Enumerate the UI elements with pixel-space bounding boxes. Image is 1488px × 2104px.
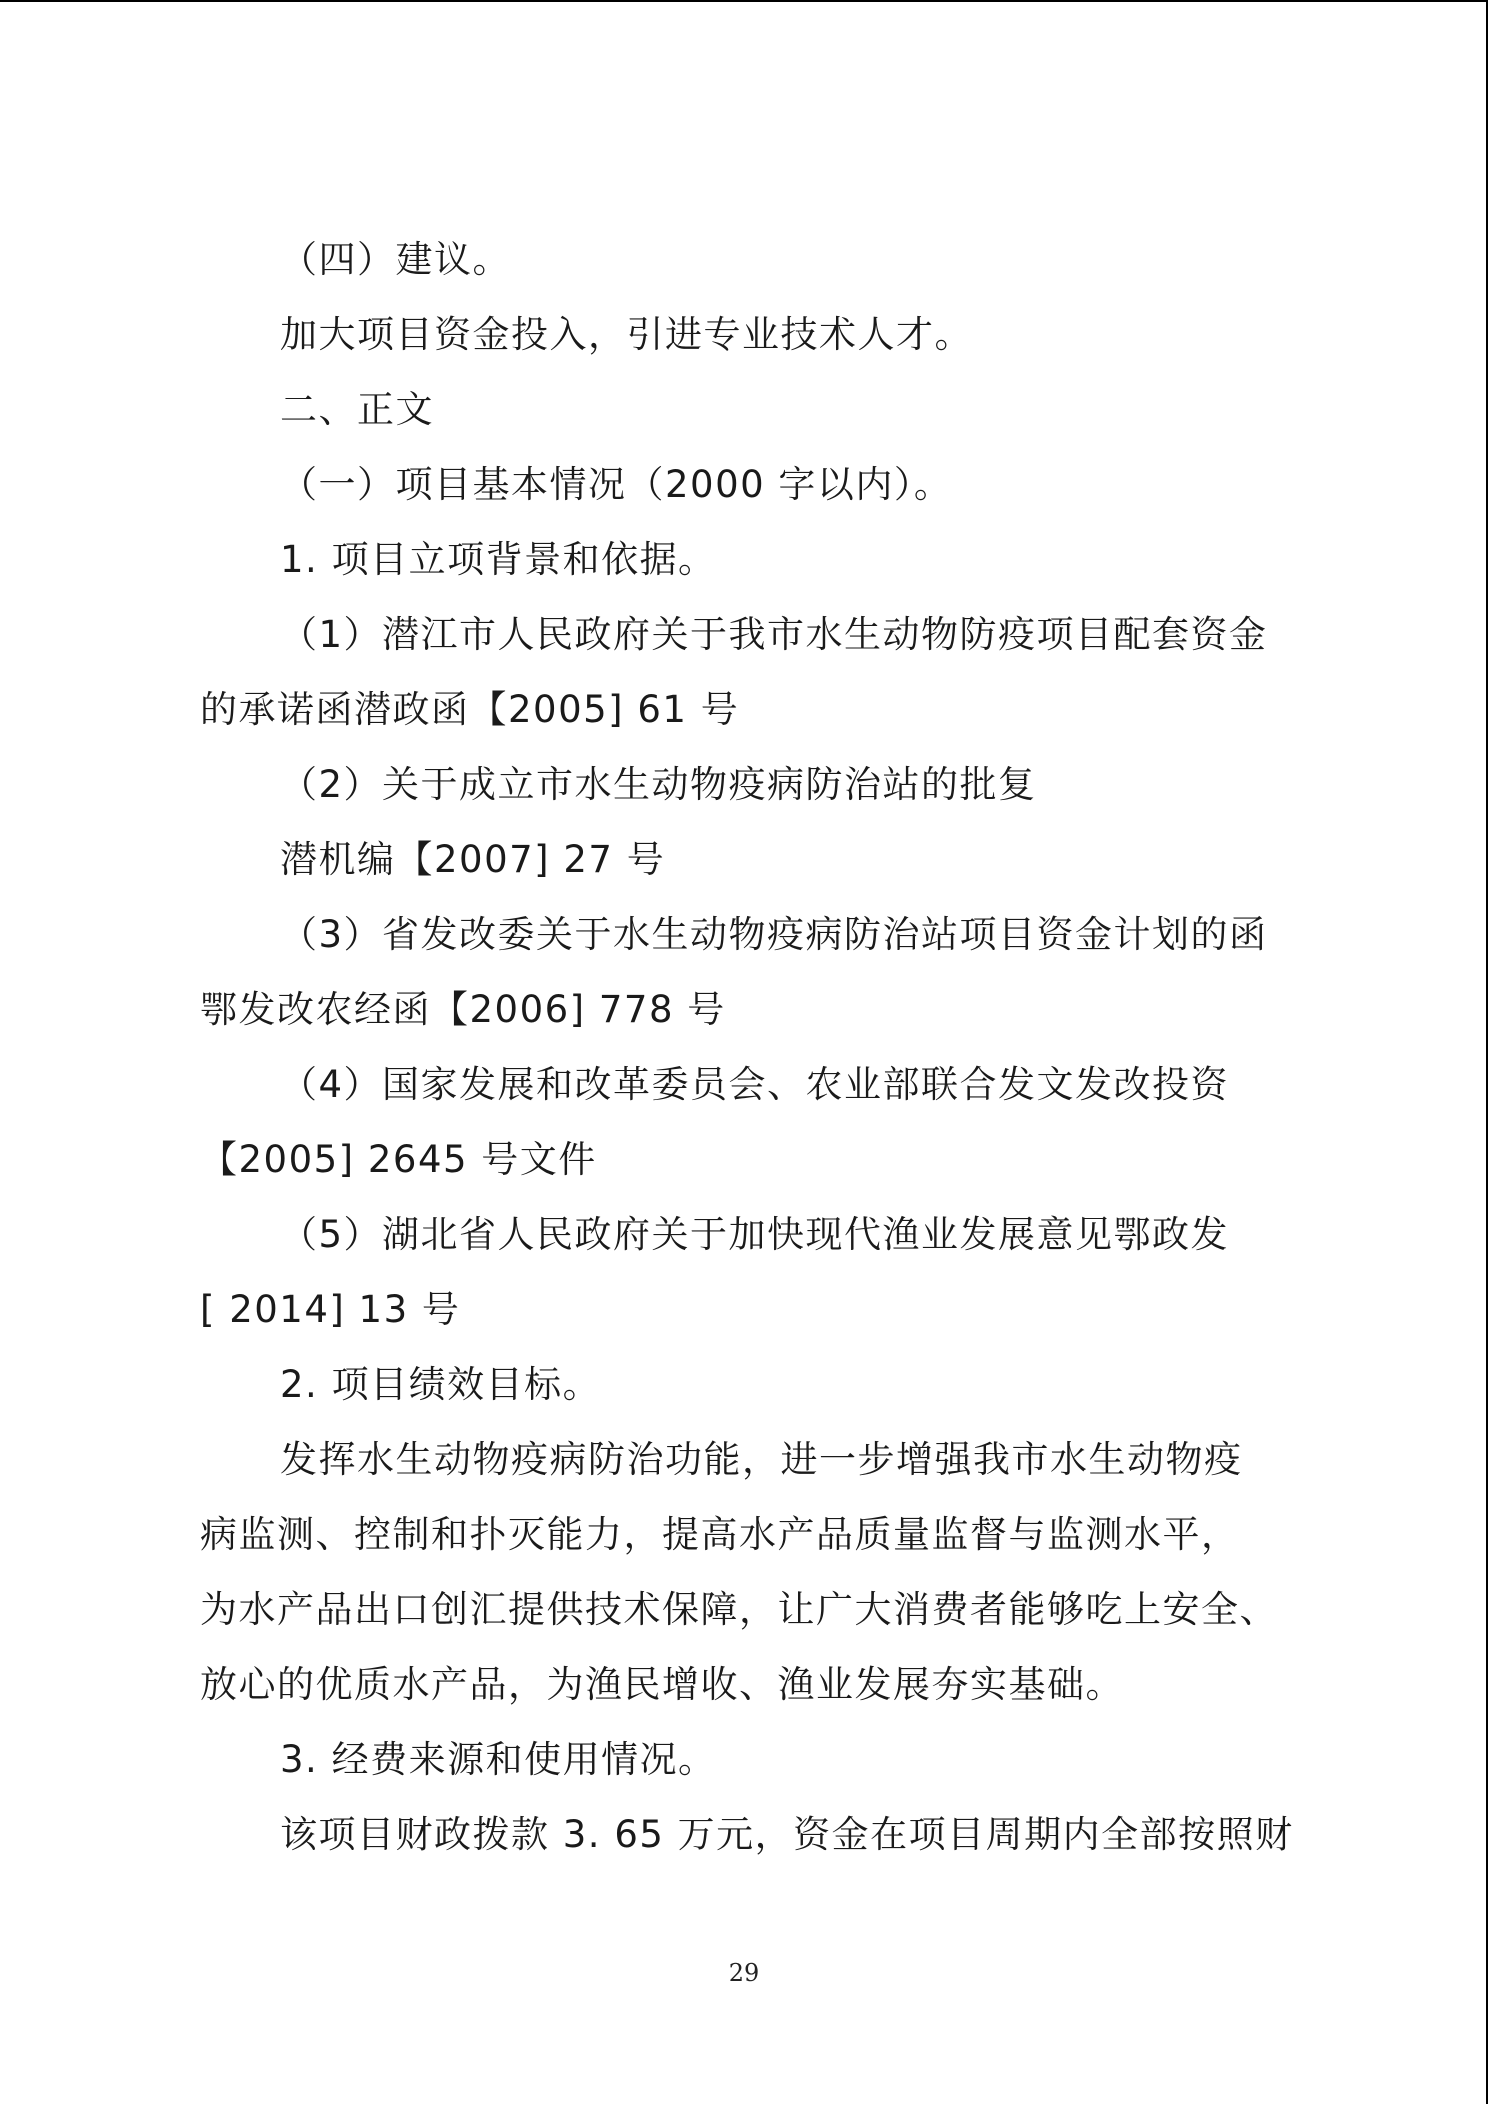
text-line: （3）省发改委关于水生动物疫病防治站项目资金计划的函 — [280, 913, 1268, 956]
text-line: 3. 经费来源和使用情况。 — [280, 1738, 717, 1781]
text-line: [ 2014] 13 号 — [200, 1288, 461, 1331]
text-line: 鄂发改农经函【2006] 778 号 — [200, 988, 726, 1031]
text-line: （2）关于成立市水生动物疫病防治站的批复 — [280, 763, 1037, 806]
text-line: 【2005] 2645 号文件 — [200, 1138, 597, 1181]
text-line: （4）国家发展和改革委员会、农业部联合发文发改投资 — [280, 1063, 1230, 1106]
text-line: 放心的优质水产品，为渔民增收、渔业发展夯实基础。 — [200, 1663, 1124, 1706]
text-line: （四）建议。 — [280, 238, 511, 281]
page-top-border — [0, 0, 1488, 2]
text-line: 潜机编【2007] 27 号 — [280, 838, 666, 881]
text-line: （一）项目基本情况（2000 字以内）。 — [280, 463, 953, 506]
text-line: 2. 项目绩效目标。 — [280, 1363, 602, 1406]
text-line: 病监测、控制和扑灭能力，提高水产品质量监督与监测水平， — [200, 1513, 1240, 1556]
page-number: 29 — [728, 1959, 760, 1987]
text-line: 1. 项目立项背景和依据。 — [280, 538, 717, 581]
text-line: 发挥水生动物疫病防治功能，进一步增强我市水生动物疫 — [280, 1438, 1243, 1481]
text-line: 该项目财政拨款 3. 65 万元，资金在项目周期内全部按照财 — [280, 1813, 1294, 1856]
text-line: 的承诺函潜政函【2005] 61 号 — [200, 688, 740, 731]
text-line: 为水产品出口创汇提供技术保障，让广大消费者能够吃上安全、 — [200, 1588, 1278, 1631]
text-line: 二、正文 — [280, 388, 434, 431]
text-line: （5）湖北省人民政府关于加快现代渔业发展意见鄂政发 — [280, 1213, 1230, 1256]
text-line: 加大项目资金投入，引进专业技术人才。 — [280, 313, 973, 356]
text-line: （1）潜江市人民政府关于我市水生动物防疫项目配套资金 — [280, 613, 1268, 656]
